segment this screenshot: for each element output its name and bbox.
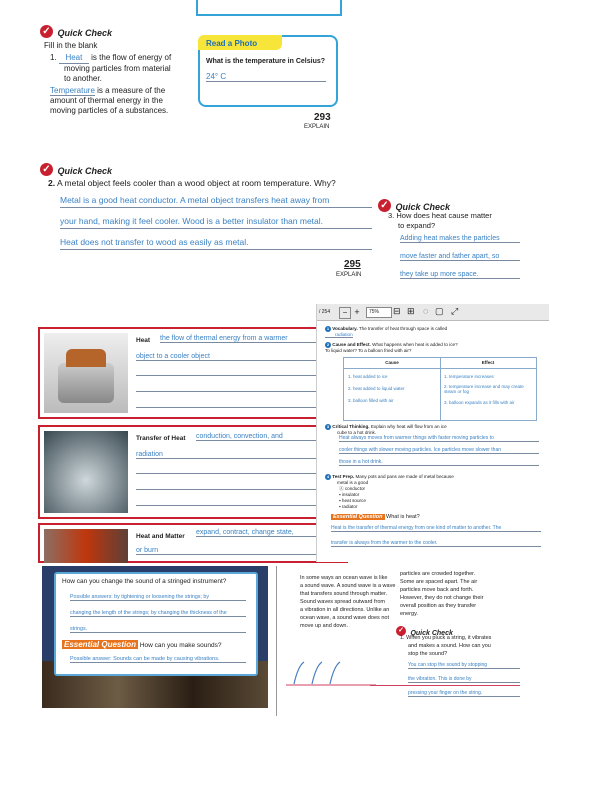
table-cell: 2. temperature increase and may create steam or fog [444, 384, 524, 394]
q-number: 1. [400, 635, 405, 641]
answer-line: they take up more space. [400, 271, 520, 279]
option[interactable]: ▪ heat source [339, 498, 366, 503]
text-line: ocean wave, a sound wave does not [300, 615, 389, 621]
vocab-label: Vocabulary. [332, 326, 358, 332]
q1-answer: Heat [59, 53, 89, 64]
option-selected[interactable]: Ⓐ conductor [339, 486, 366, 491]
answer-line: Heat is the transfer of thermal energy from one kind of matter to another. The [331, 525, 541, 532]
blank-line [136, 391, 340, 392]
ce-label: Cause and Effect. [332, 342, 371, 348]
table-cell: 2. heat added to liquid water [348, 386, 405, 391]
card-answer: the flow of thermal energy from a warmer [160, 335, 340, 343]
table-header-cause: Cause [344, 358, 441, 369]
explain-label: EXPLAIN [336, 272, 362, 278]
text-line: In some ways an ocean wave is like [300, 575, 388, 581]
matter-image [44, 529, 128, 563]
card-transfer [38, 425, 348, 519]
read-a-photo-title: Read a Photo [206, 39, 258, 48]
quick-check-title: Quick Check [395, 202, 450, 212]
text-line: particles are crowded together. [400, 571, 476, 577]
card-label: Transfer of Heat [136, 435, 186, 442]
question-card [54, 572, 258, 676]
text-line: Some are spaced apart. The air [400, 579, 478, 585]
question-text: How can you change the sound of a stringed instrument? [62, 578, 227, 585]
essential-question [62, 640, 222, 649]
air-particles-text [400, 570, 483, 618]
q3-text-b: to expand? [398, 221, 436, 230]
photo-answer: 24° C [206, 72, 326, 82]
q1-text: is the flow of energy of [91, 53, 172, 62]
vocab-section: 1 Vocabulary. The transfer of heat through space is called radiation [326, 326, 448, 337]
read-a-photo-box [198, 35, 338, 107]
zoom-in-button[interactable]: + [354, 307, 360, 317]
blank-line [136, 473, 340, 474]
answer-line: pressing your finger on the string. [408, 690, 520, 697]
table-cell: 1. heat added to ice [348, 374, 388, 379]
essential-question [331, 514, 420, 520]
eq-label: Essential Question [64, 640, 137, 649]
text-line: Sound waves spread outward from [300, 599, 385, 605]
card-label: Heat [136, 337, 151, 344]
tp-text: Many pots and pans are made of metal because [355, 474, 454, 480]
answer-line: the vibration. This is done by [408, 676, 520, 683]
explain-label: EXPLAIN [304, 124, 330, 130]
fill-in-blank-label: Fill in the blank [44, 41, 98, 50]
q-text-b: and makes a sound. How can you [408, 643, 491, 649]
text-line: overall position as they transfer [400, 603, 477, 609]
photo-question: What is the temperature in Celsius? [206, 58, 326, 65]
test-prep-options [339, 486, 366, 510]
q-text-c: stop the sound? [408, 651, 448, 657]
answer-line: those in a hot drink. [339, 459, 539, 466]
q1-number: 1. [50, 53, 57, 62]
toaster-image [44, 333, 128, 413]
text-line: However, they do not change their [400, 595, 484, 601]
q2-question [48, 178, 336, 188]
ct-label: Critical Thinking. [332, 424, 370, 430]
quick-check-header [40, 23, 112, 41]
answer-line: Adding heat makes the particles [400, 235, 520, 243]
answer-line: cooler things with slower moving particles. Ice particles move slower than [339, 447, 539, 454]
text-line: a sound wave. A sound wave is a wave [300, 583, 396, 589]
card-answer: conduction, convection, and [196, 433, 340, 441]
panel-vocab-cards [38, 327, 350, 563]
panel-sound-wave [280, 570, 540, 710]
page-number: 295 [344, 259, 361, 270]
answer-line: strings. [70, 626, 246, 633]
q-text: When you pluck a string, it vibrates [406, 635, 492, 641]
test-prep-section: 4 Test Prep. Many pots and pans are made of metal because metal is a good [326, 474, 454, 485]
text-line: energy. [400, 611, 418, 617]
table-cell: 3. balloon filled with air [348, 398, 394, 403]
q1 [50, 53, 200, 84]
table-header-effect: Effect [440, 358, 536, 369]
top-box-edge [196, 0, 342, 16]
zoom-out-button[interactable]: − [339, 307, 351, 319]
panel-stringed-instrument [42, 566, 268, 708]
card-answer: radiation [136, 451, 340, 459]
eq-label: Essential Question [333, 514, 383, 520]
pdf-toolbar [317, 304, 549, 321]
quick-check-title: Quick Check [57, 28, 112, 38]
card-label: Heat and Matter [136, 533, 185, 540]
comment-icon[interactable]: ◌ [423, 306, 429, 316]
expand-icon[interactable]: ⤢ [451, 306, 459, 316]
option[interactable]: ▪ insulator [339, 492, 360, 497]
text-line: a vibration in all directions. Unlike an [300, 607, 390, 613]
ct-text-b: cube to a hot drink. [337, 430, 377, 435]
blank-line [136, 489, 340, 490]
q2-text-c: moving particles of a substances. [50, 106, 169, 115]
table-cell: 3. balloon expands as it fills with air [444, 400, 515, 405]
blank-line [136, 407, 340, 408]
answer-line: Heat always moves from warmer things with faster moving particles to [339, 435, 539, 442]
answer-line: Possible answers: by tightening or loosening the strings; by [70, 594, 246, 601]
eq-text: How can you make sounds? [139, 642, 222, 649]
boiling-water-image [44, 431, 128, 513]
text-line: that transfers sound through matter. [300, 591, 388, 597]
sound-wave-text [300, 574, 395, 630]
answer-line: Heat does not transfer to wood as easily as metal. [60, 237, 372, 250]
page-indicator: / 254 [319, 309, 331, 315]
fit-page-icon[interactable]: ⊟ [393, 306, 401, 316]
critical-thinking-section: 3 Critical Thinking. Explain why heat will flow from an ice cube to a hot drink. [326, 424, 447, 435]
option[interactable]: ▪ radiator [339, 504, 358, 509]
eq-answer: Possible answer: Sounds can be made by causing vibrations. [70, 656, 246, 663]
q3-number: 3. [388, 211, 395, 220]
q2-text: is a measure of the [97, 86, 166, 95]
fit-width-icon[interactable]: ⊞ [407, 306, 415, 316]
table-cell: 1. temperature increases [444, 374, 494, 379]
blank-line [136, 375, 340, 376]
cause-effect-table [343, 357, 537, 421]
card-heat-matter [38, 523, 348, 563]
zoom-select[interactable]: 75% [366, 307, 392, 318]
q2-answer: Temperature [50, 86, 95, 95]
panel-quick-check-heat [36, 0, 346, 143]
answer-line: your hand, making it feel cooler. Wood is a better insulator than metal. [60, 216, 372, 229]
q1-text-b: moving particles from material [64, 64, 171, 73]
eq-text: What is heat? [386, 514, 420, 520]
quick-check-title: Quick Check [57, 166, 112, 176]
panel-quick-check-metal [36, 155, 566, 285]
ce-text: What happens when heat is added to ice? [372, 342, 458, 348]
vocab-answer: radiation [325, 332, 353, 338]
q2-text-b: amount of thermal energy in the [50, 96, 163, 105]
question-text: A metal object feels cooler than a wood object at room temperature. Why? [57, 178, 336, 188]
check-icon: ✓ [378, 199, 391, 212]
answer-line: transfer is always from the warmer to the cooler. [331, 540, 541, 547]
tp-label: Test Prep. [332, 474, 355, 480]
vocab-text: The transfer of heat through space is called [358, 326, 448, 332]
ce-text-b: To liquid water? To a balloon fried with air? [325, 348, 412, 353]
wave-baseline [370, 685, 520, 686]
cause-effect-section: 2 Cause and Effect. What happens when heat is added to ice? To liquid water? To a balloon fried with air? [325, 342, 458, 353]
q2 [50, 86, 210, 116]
card-answer: expand, contract, change state, [196, 529, 340, 537]
answer-line: You can stop the sound by stopping [408, 662, 520, 669]
q-number: 2. [48, 178, 56, 188]
check-icon: ✓ [396, 626, 406, 636]
q1 [400, 634, 491, 658]
q3-text: How does heat cause matter [396, 211, 492, 220]
divider [276, 566, 277, 716]
answer-line: move faster and father apart, so [400, 253, 520, 261]
text-line: particles move back and forth. [400, 587, 474, 593]
card-answer: or burn [136, 547, 340, 555]
panel-pdf-review [316, 304, 549, 562]
card-heat [38, 327, 348, 419]
answer-line: Metal is a good heat conductor. A metal object transfers heat away from [60, 195, 372, 208]
sound-wave-diagram [286, 658, 376, 688]
page-number: 293 [314, 112, 331, 123]
check-icon: ✓ [40, 25, 53, 38]
card-answer: object to a cooler object [136, 353, 340, 361]
text-line: move up and down. [300, 623, 349, 629]
highlight-icon[interactable]: ▢ [435, 306, 444, 316]
quick-check-header [40, 161, 112, 179]
q3 [388, 211, 492, 231]
blank-line [136, 505, 340, 506]
check-icon: ✓ [40, 163, 53, 176]
tp-text-b: metal is a good [337, 480, 369, 485]
quick-check-title: Quick Check [410, 630, 453, 637]
ct-text: Explain why heat will flow from an ice [370, 424, 447, 430]
answer-line: changing the length of the strings; by changing the thickness of the [70, 610, 246, 617]
q1-text-c: to another. [64, 74, 102, 83]
